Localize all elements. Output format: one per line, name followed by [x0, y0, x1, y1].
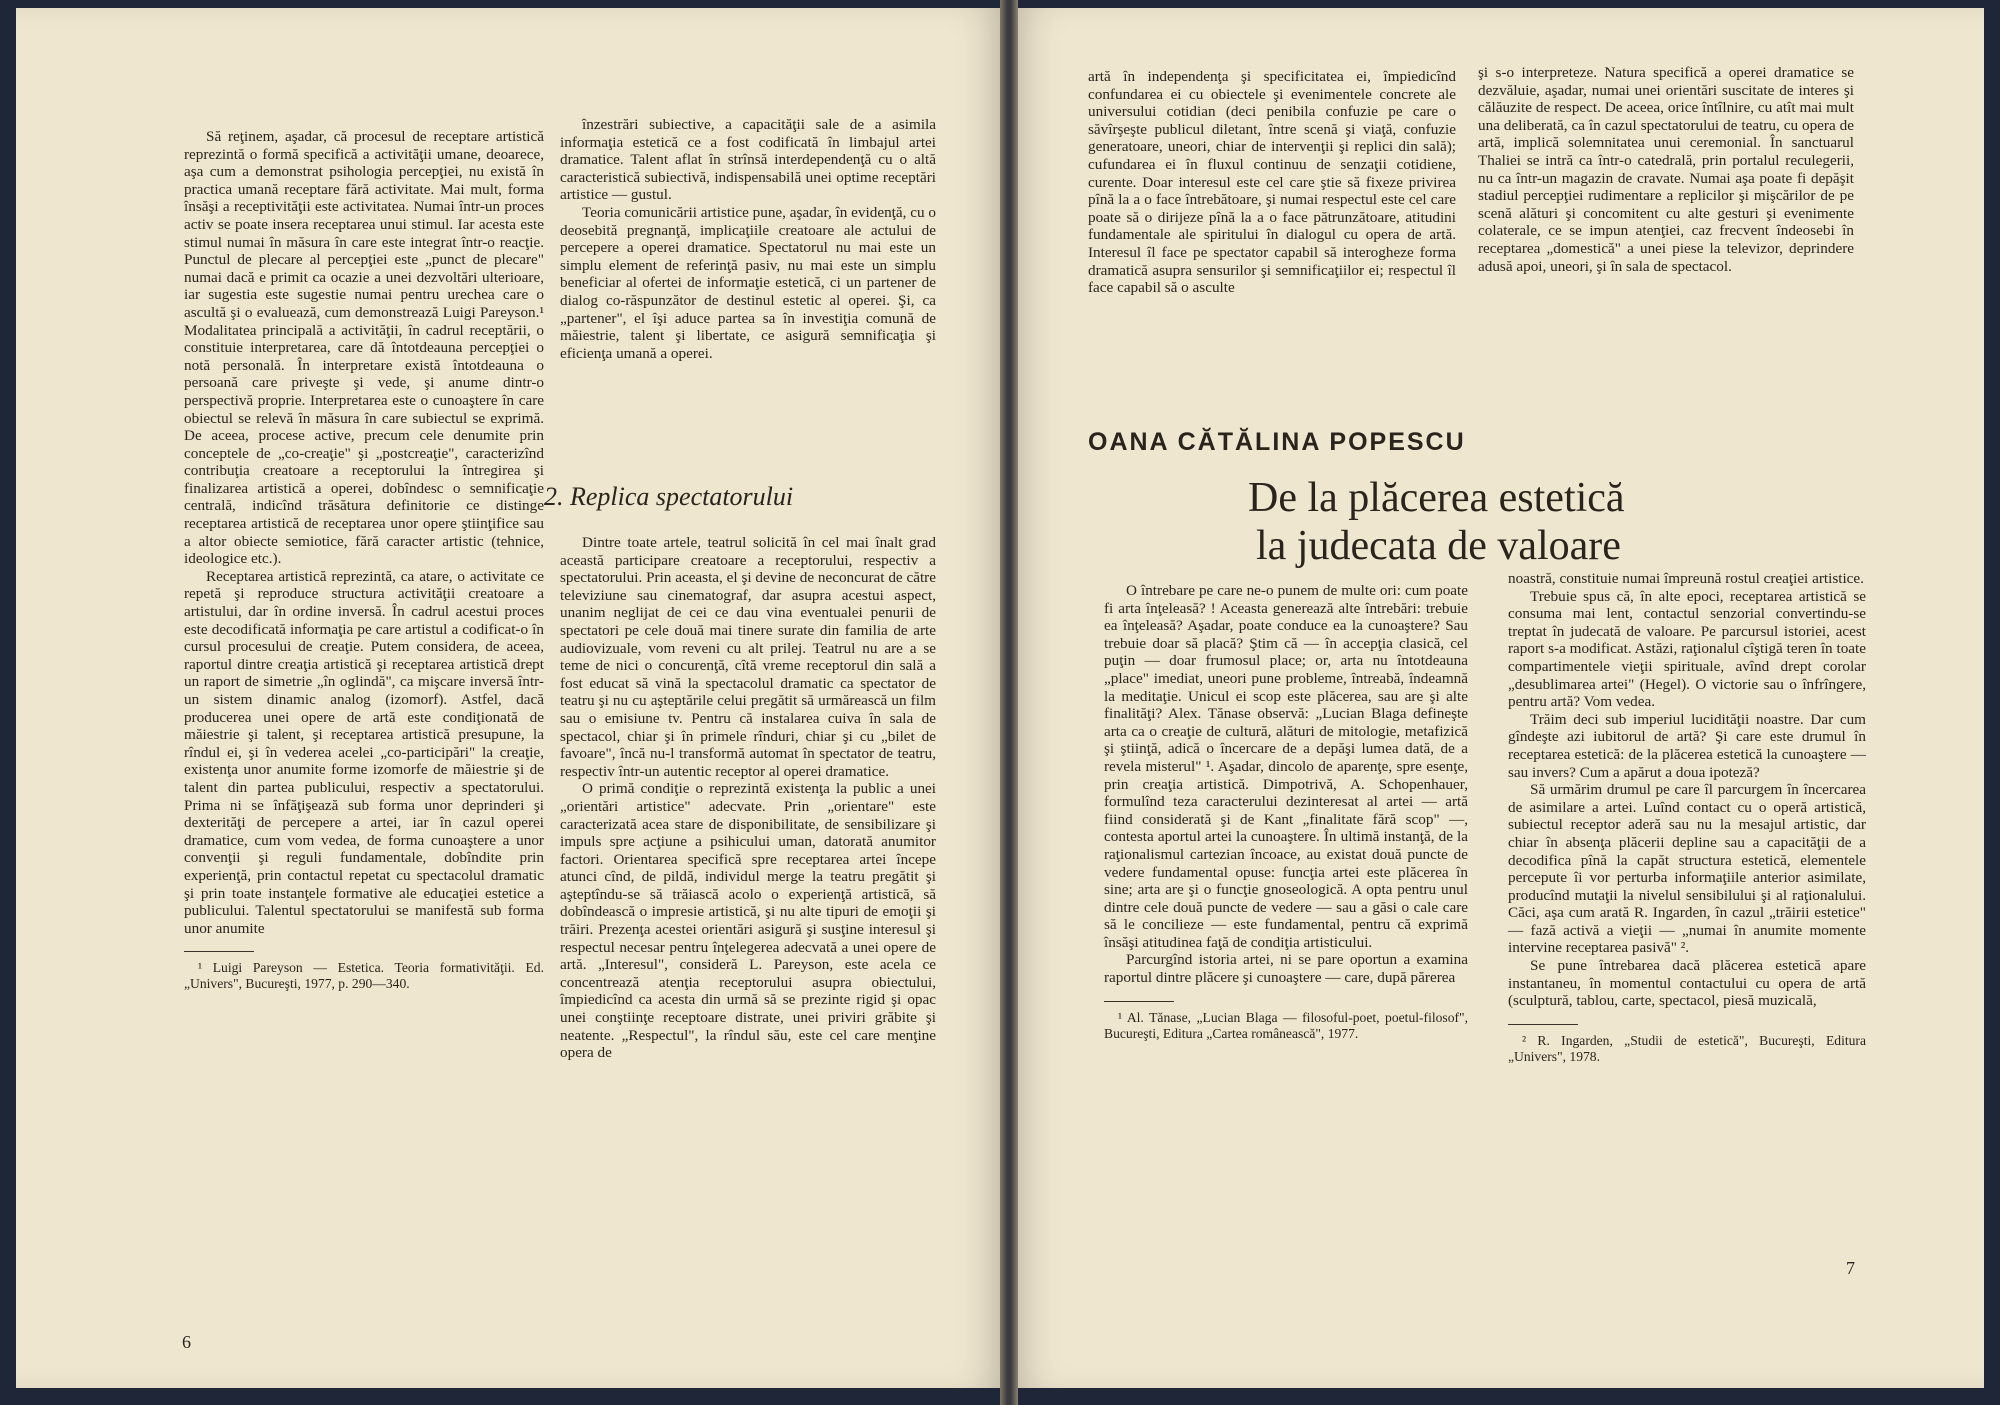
right-column-1-bottom	[1104, 582, 1468, 1042]
paragraph: artă în independenţa şi specificitatea ei, împiedicînd confundarea ei cu obiectele şi evenimentele concrete ale universului cotidian (deci penibila confuzie pe care o săvîrşeşte publicul diletant, între scenă şi viaţă, confuzie generatoare, uneori, chiar de intervenţii şi replici din sală); cufundarea ei în fluxul continuu de senzaţii cotidiene, curente. Doar interesul este cel care ştie să fixeze privirea pînă la a o face întrebătoare, şi numai respectul este cel care poate să o dirijeze pînă la a o face pătrunzătoare, atitudini fundamentale ale spiritului în dialogul cu opera de artă. Interesul îl face pe spectator capabil să interogheze forma dramatică asupra sensurilor şi semnificaţiilor ei; respectul îl face capabil să o asculte	[1088, 68, 1456, 297]
section-heading: 2. Replica spectatorului	[544, 482, 794, 511]
paragraph: Teoria comunicării artistice pune, aşadar, în evidenţă, cu o deosebită pregnanţă, implicaţiile creatoare ale actului de percepere a operei dramatice. Spectatorul nu mai este un simplu element de referinţă pasiv, nu mai este un simplu beneficiar al ofertei de informaţie estetică, ci un partener de dialog co-răspunzător de destinul estetic al operei. Şi, ca „partener", el îşi aduce partea sa în investiţia comună de măiestrie, talent şi libertate, ce asigură semnificaţia şi eficienţa umană a operei.	[560, 203, 936, 362]
left-column-2	[560, 116, 936, 362]
left-column-2-continued	[560, 534, 936, 1062]
footnote-rule	[184, 951, 254, 952]
right-column-2-bottom	[1508, 570, 1866, 1065]
paragraph: Parcurgînd istoria artei, ni se pare oportun a examina raportul dintre plăcere şi cunoaştere — care, după părerea	[1104, 951, 1468, 987]
footnote-rule	[1104, 1001, 1174, 1002]
right-column-2-top	[1478, 64, 1854, 275]
left-column-1	[184, 128, 544, 992]
paragraph: Trebuie spus că, în alte epoci, receptarea artistică se consuma mai lent, contactul senzorial convertindu-se treptat în judecată de valoare. Pe parcursul istoriei, acest raport s-a modificat. Astăzi, raţionalul cîştigă teren în toate compartimentele vieţii spirituale, avînd drept corolar „desublimarea artei" (Hegel). O victorie sau o înfrîngere, pentru artă? Vom vedea.	[1508, 587, 1866, 711]
paragraph: O întrebare pe care ne-o punem de multe ori: cum poate fi arta înţeleasă? ! Aceasta generează alte întrebări: trebuie ea înţeleasă? Aşadar, poate conduce ea la cunoaştere? Sau trebuie doar să placă? Ştim că — în accepţia clasică, cel puţin — doar frumosul place; or, arta nu întotdeauna „place" imediat, uneori pune probleme, întreabă, îndeamnă la meditaţie. Unicul ei scop este plăcerea, sau are şi alte finalităţi? Alex. Tănase observă: „Lucian Blaga defineşte arta ca o creaţie de cultură, alături de mitologie, metafizică şi ştiinţă, adică o încercare de a depăşi lumea dată, de a revela misterul" ¹. Aşadar, dincolo de aparenţe, spre esenţe, prin creaţia artistică. Dimpotrivă, A. Schopenhauer, formulînd teza caracterului dezinteresat al artei — artă fiind considerată şi de Kant „finalitate fără scop" —, contesta aportul artei la cunoaştere. În ultimă instanţă, de la raţionalismul cartezian încoace, au existat două puncte de vedere fundamental opuse: funcţia artei este plăcerea în sine; arta are şi o funcţie gnoseologică. A opta pentru unul dintre cele două puncte de vedere — sau a găsi o cale care să le concilieze — este fundamental, pentru că exprimă însăşi atitudinea faţă de condiţia artisticului.	[1104, 582, 1468, 951]
footnote-rule	[1508, 1024, 1578, 1025]
paragraph: Să urmărim drumul pe care îl parcurgem în încercarea de asimilare a artei. Luînd contact cu o operă artistică, subiectul receptor aderă sau nu la mesajul artistic, dar chiar în absenţa plăcerii depline sau a capacităţii de a decodifica pînă la capăt structura estetică, elementele percepute îi vor perturba informaţiile anterior asimilate, producînd mutaţii la nivelul sensibilului şi al raţionalului. Căci, aşa cum arată R. Ingarden, în cazul „trăirii estetice" — fază activă a vieţii — „numai în anumite momente intervine receptarea pasivă" ².	[1508, 781, 1866, 957]
title-line: De la plăcerea estetică	[1248, 475, 1625, 521]
paragraph: înzestrări subiective, a capacităţii sale de a asimila informaţia estetică ce a fost codificată în limbajul artei dramatice. Talent aflat în strînsă interdependenţă cu o altă caracteristică subiectivă, indispensabilă unei optime receptări artistice — gustul.	[560, 116, 936, 204]
article-author: OANA CĂTĂLINA POPESCU	[1088, 428, 1466, 456]
paragraph: Să reţinem, aşadar, că procesul de receptare artistică reprezintă o formă specifică a activităţii umane, deoarece, aşa cum a demonstrat psihologia percepţiei, nu există în practica umană receptare fără activitate. Mai mult, forma însăşi a receptivităţii este activitatea. Numai într-un proces activ se poate insera receptarea unui stimul. Iar acesta este stimul numai în măsura în care este integrat într-o reacţie. Punctul de plecare al percepţiei este „punct de plecare" numai dacă e primit ca ocazie a unei dezvoltări ulterioare, iar sugestia este sugestie numai pentru urechea care o ascultă şi o evaluează, cum demonstrează Luigi Pareyson.¹ Modalitatea principală a activităţii, în cadrul receptării, o constituie interpretarea, care dă întotdeauna percepţiei o notă personală. În interpretare există întotdeauna o persoană care priveşte şi vede, şi anume dintr-o perspectivă proprie. Interpretarea este o cunoaştere în care obiectul se relevă în măsura în care subiectul se exprimă. De aceea, procese active, precum cele denumite prin conceptele de „co-creaţie" şi „postcreaţie", caracterizînd contribuţia creatoare a receptorului la întregirea şi finalizarea artistică a operei, dobîndesc o semnificaţie centrală, indicînd trăsătura definitorie ce distinge receptarea artistică de receptarea unor opere ştiinţifice sau a altor obiecte semiotice, fără caracter artistic (tehnice, ideologice etc.).	[184, 128, 544, 568]
footnote: ¹ Luigi Pareyson — Estetica. Teoria formativităţii. Ed. „Univers", Bucureşti, 1977, p. 290—340.	[184, 960, 544, 992]
paragraph: O primă condiţie o reprezintă existenţa la public a unei „orientări artistice" adecvate. Prin „orientare" este caracterizată acea stare de disponibilitate, de sensibilizare şi impuls spre acţiune a psihicului uman, datorată anumitor factori. Orientarea specifică spre receptarea artei începe atunci cînd, de pildă, individul merge la teatru pregătit şi aşteptîndu-se să trăiască acolo o experienţă artistică, să dobîndească o impresie artistică, şi nu alte tipuri de emoţii şi trăiri. Prezenţa acestei orientări asigură şi susţine interesul şi respectul necesar pentru înţelegerea adecvată a unei opere de artă. „Interesul", consideră L. Pareyson, este acela ce concentrează atenţia receptorului asupra obiectului, împiedicînd ca acesta din urmă să se prezinte rigid şi opac unei conştiinţe receptoare distrate, unei priviri grăbite şi neatente. „Respectul", la rîndul său, este cel care menţine opera de	[560, 780, 936, 1062]
footnote: ¹ Al. Tănase, „Lucian Blaga — filosoful-poet, poetul-filosof", Bucureşti, Editura „Cartea românească", 1977.	[1104, 1009, 1468, 1041]
footnote: ² R. Ingarden, „Studii de estetică", Bucureşti, Editura „Univers", 1978.	[1508, 1032, 1866, 1064]
book-gutter	[1000, 0, 1018, 1405]
paragraph: Trăim deci sub imperiul lucidităţii noastre. Dar cum gîndeşte azi iubitorul de artă? Şi care este drumul în receptarea estetică: de la plăcerea estetică la cunoaştere — sau invers? Cum a apărut a doua ipoteză?	[1508, 710, 1866, 781]
paragraph: Se pune întrebarea dacă plăcerea estetică apare instantaneu, în momentul contactului cu opera de artă (sculptură, tablou, carte, spectacol, piesă muzicală,	[1508, 957, 1866, 1010]
paragraph: noastră, constituie numai împreună rostul creaţiei artistice.	[1508, 570, 1864, 587]
paragraph: Dintre toate artele, teatrul solicită în cel mai înalt grad această participare creatoare a receptorului, respectiv a spectatorului. Prin aceasta, el şi devine de neconcurat de către televiziune sau cinematograf, dar asupra acestui aspect, unanim neglijat de cei ce dau vina eventualei penurii de spectatori pe cele două mai tinere surate din familia de arte audiovizuale, vom reveni cu alt prilej. Teatrul nu are a se teme de nici o concurenţă, cîtă vreme receptorul din sală a fost educat să vină la spectacolul dramatic ca spectator de teatru şi nu cu aşteptările celui pregătit să urmărească un film sau o emisiune tv. Pentru că instalarea cuiva în sala de spectacol, chiar şi în primele rînduri, chiar şi cu „bilet de favoare", încă nu-l transformă automat în spectator de teatru, respectiv într-un autentic receptor al operei dramatice.	[560, 534, 936, 780]
paragraph: şi s-o interpreteze. Natura specifică a operei dramatice se dezvăluie, aşadar, numai unei orientări suscitate de interes şi călăuzite de respect. De aceea, orice întîlnire, cu atît mai mult una deliberată, ca în cazul spectatorului de teatru, cu opera de artă, implică solemnitatea unui ceremonial. În sanctuarul Thaliei se intră ca într-o catedrală, prin portalul reculegerii, nu ca într-un magazin de cravate. Numai aşa poate fi depăşit stadiul percepţiei rudimentare a replicilor şi mişcărilor de pe scenă alături şi concomitent cu alte gesturi şi evenimente colaterale, ce se impun atenţiei, caz frecvent îndeosebi în receptarea „domestică" a unei piese la televizor, deprindere adusă apoi, uneori, şi în sala de spectacol.	[1478, 64, 1854, 275]
page-number-right: 7	[1846, 1258, 1855, 1278]
right-column-1-top	[1088, 68, 1456, 297]
title-line: la judecata de valoare	[1256, 523, 1621, 569]
article-title	[1248, 474, 1808, 570]
paragraph: Receptarea artistică reprezintă, ca atare, o activitate ce repetă şi reproduce structura activităţii creatoare a artistului, dar în ordine inversă. În cadrul acestui proces este decodificată informaţia pe care artistul a codificat-o în cursul procesului de creaţie. Putem considera, de aceea, raportul dintre creaţia artistică şi receptarea artistică drept un raport de simetrie „în oglindă", ca mişcare inversă într-un sistem dinamic analog (izomorf). Astfel, dacă producerea unei opere de artă este condiţionată de măiestrie şi talent, şi receptarea artistică presupune, la rîndul ei, şi în vederea acelei „co-participări" la creaţie, existenţa unor anumite forme izomorfe de măiestrie şi de talent din partea publicului, respectiv a spectatorului. Prima ni se înfăţişează sub forma unor deprinderi şi dexterităţi de percepere a artei, iar în cazul operei dramatice, cum vom vedea, de forma cunoaştere a unor convenţii şi reguli fundamentale, dobîndite prin experienţă, prin contactul repetat cu spectacolul dramatic şi prin toate instanţele formative ale educaţiei estetice a publicului. Talentul spectatorului se manifestă sub forma unor anumite	[184, 567, 544, 937]
page-number-left: 6	[182, 1332, 191, 1352]
